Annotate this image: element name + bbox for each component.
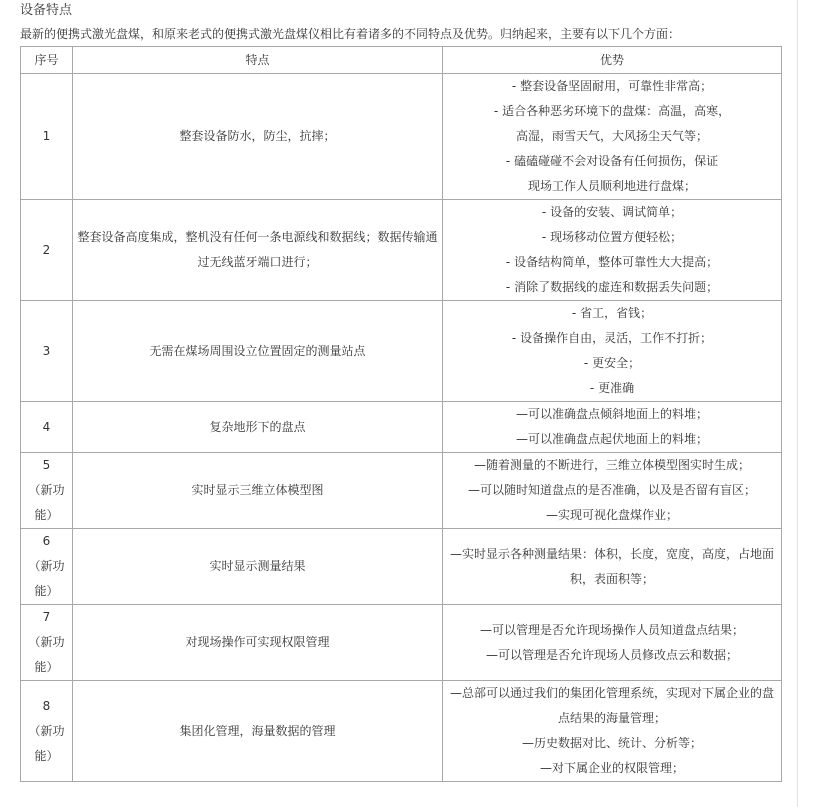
advantage-cell xyxy=(443,301,782,402)
row-number-cell xyxy=(21,200,73,301)
row-number: 2 xyxy=(42,242,51,257)
table-row xyxy=(21,402,782,453)
advantage-item: —对下属企业的权限管理； xyxy=(539,761,684,775)
section-title: 设备特点 xyxy=(20,3,73,18)
row-number: 3 xyxy=(42,343,51,358)
advantage-item: —可以管理是否允许现场人员修改点云和数据； xyxy=(485,647,738,662)
intro-text: 最新的便携式激光盘煤，和原来老式的便携式激光盘煤仪相比有着诸多的不同特点及优势。归纳起来，主要有以下几个方面： xyxy=(20,27,681,41)
advantage-item: —可以管理是否允许现场操作人员知道盘点结果； xyxy=(479,622,744,637)
new-feature-note: （新功能） xyxy=(28,559,65,598)
advantage-item: - 省工，省钱； xyxy=(571,306,653,320)
feature-cell: 无需在煤场周围设立位置固定的测量站点 xyxy=(73,301,443,402)
advantage-cell xyxy=(443,200,782,301)
advantage-item: - 设备的安装、调试简单； xyxy=(541,205,683,219)
row-number: 7 xyxy=(42,610,51,624)
advantage-item: - 现场移动位置方便轻松； xyxy=(541,230,683,244)
feature-cell: 整套设备高度集成，整机没有任何一条电源线和数据线；数据传输通过无线蓝牙端口进行； xyxy=(73,200,443,301)
header-number: 序号 xyxy=(21,47,73,74)
advantage-item: - 更安全； xyxy=(583,356,641,370)
advantage-item: —实现可视化盘煤作业； xyxy=(545,508,678,522)
advantage-item: - 设备操作自由，灵活，工作不打折； xyxy=(511,331,713,345)
feature-cell: 实时显示三维立体模型图 xyxy=(73,453,443,529)
features-table xyxy=(20,46,782,782)
advantage-item: —可以随时知道盘点的是否准确，以及是否留有盲区； xyxy=(467,483,756,497)
table-row xyxy=(21,200,782,301)
advantage-item: - 消除了数据线的虚连和数据丢失问题； xyxy=(505,280,719,294)
advantage-cell xyxy=(443,74,782,200)
row-number-cell xyxy=(21,301,73,402)
row-number-cell xyxy=(21,453,73,529)
row-number-cell xyxy=(21,681,73,782)
header-advantage: 优势 xyxy=(443,47,782,74)
row-number: 8 xyxy=(42,698,51,713)
header-feature: 特点 xyxy=(73,47,443,74)
advantage-cell xyxy=(443,453,782,529)
table-row xyxy=(21,681,782,782)
advantage-cell xyxy=(443,529,782,605)
feature-cell: 集团化管理，海量数据的管理 xyxy=(73,681,443,782)
advantage-item: 高湿，雨雪天气，大风扬尘天气等； xyxy=(515,129,708,143)
row-number-cell xyxy=(21,529,73,605)
feature-cell: 整套设备防水，防尘，抗摔； xyxy=(73,74,443,200)
advantage-cell xyxy=(443,605,782,681)
table-row xyxy=(21,529,782,605)
table-row xyxy=(21,74,782,200)
new-feature-note: （新功能） xyxy=(28,483,65,522)
advantage-item: - 磕磕碰碰不会对设备有任何损伤，保证 xyxy=(505,154,719,168)
advantage-item: —历史数据对比、统计、分析等； xyxy=(521,736,702,750)
row-number: 5 xyxy=(42,458,51,472)
table-row xyxy=(21,453,782,529)
row-number: 6 xyxy=(42,534,51,548)
table-row xyxy=(21,605,782,681)
row-number-cell xyxy=(21,402,73,453)
feature-cell: 实时显示测量结果 xyxy=(73,529,443,605)
table-row xyxy=(21,301,782,402)
advantage-item: —随着测量的不断进行，三维立体模型图实时生成； xyxy=(473,458,750,472)
table-header-row xyxy=(21,47,782,74)
content-border xyxy=(797,0,798,807)
advantage-item: - 设备结构简单，整体可靠性大大提高； xyxy=(505,255,719,269)
advantage-item: —可以准确盘点倾斜地面上的料堆； xyxy=(515,407,708,421)
advantage-item: - 适合各种恶劣环境下的盘煤：高温，高寒， xyxy=(493,104,731,118)
advantage-item: 现场工作人员顺利地进行盘煤； xyxy=(527,179,696,193)
row-number-cell xyxy=(21,74,73,200)
row-number: 1 xyxy=(42,129,51,143)
new-feature-note: （新功能） xyxy=(28,635,65,674)
advantage-cell xyxy=(443,681,782,782)
feature-cell: 对现场操作可实现权限管理 xyxy=(73,605,443,681)
advantage-item: - 更准确 xyxy=(589,381,635,395)
advantage-item: - 整套设备坚固耐用，可靠性非常高； xyxy=(511,79,713,93)
table-body xyxy=(21,74,782,782)
advantage-item: —总部可以通过我们的集团化管理系统，实现对下属企业的盘点结果的海量管理； xyxy=(449,686,774,725)
row-number-cell xyxy=(21,605,73,681)
feature-cell: 复杂地形下的盘点 xyxy=(73,402,443,453)
advantage-item: —可以准确盘点起伏地面上的料堆； xyxy=(515,432,708,446)
advantage-cell xyxy=(443,402,782,453)
new-feature-note: （新功能） xyxy=(28,723,65,763)
advantage-item: —实时显示各种测量结果：体积，长度，宽度，高度，占地面积，表面积等； xyxy=(449,546,774,586)
row-number: 4 xyxy=(42,419,51,434)
